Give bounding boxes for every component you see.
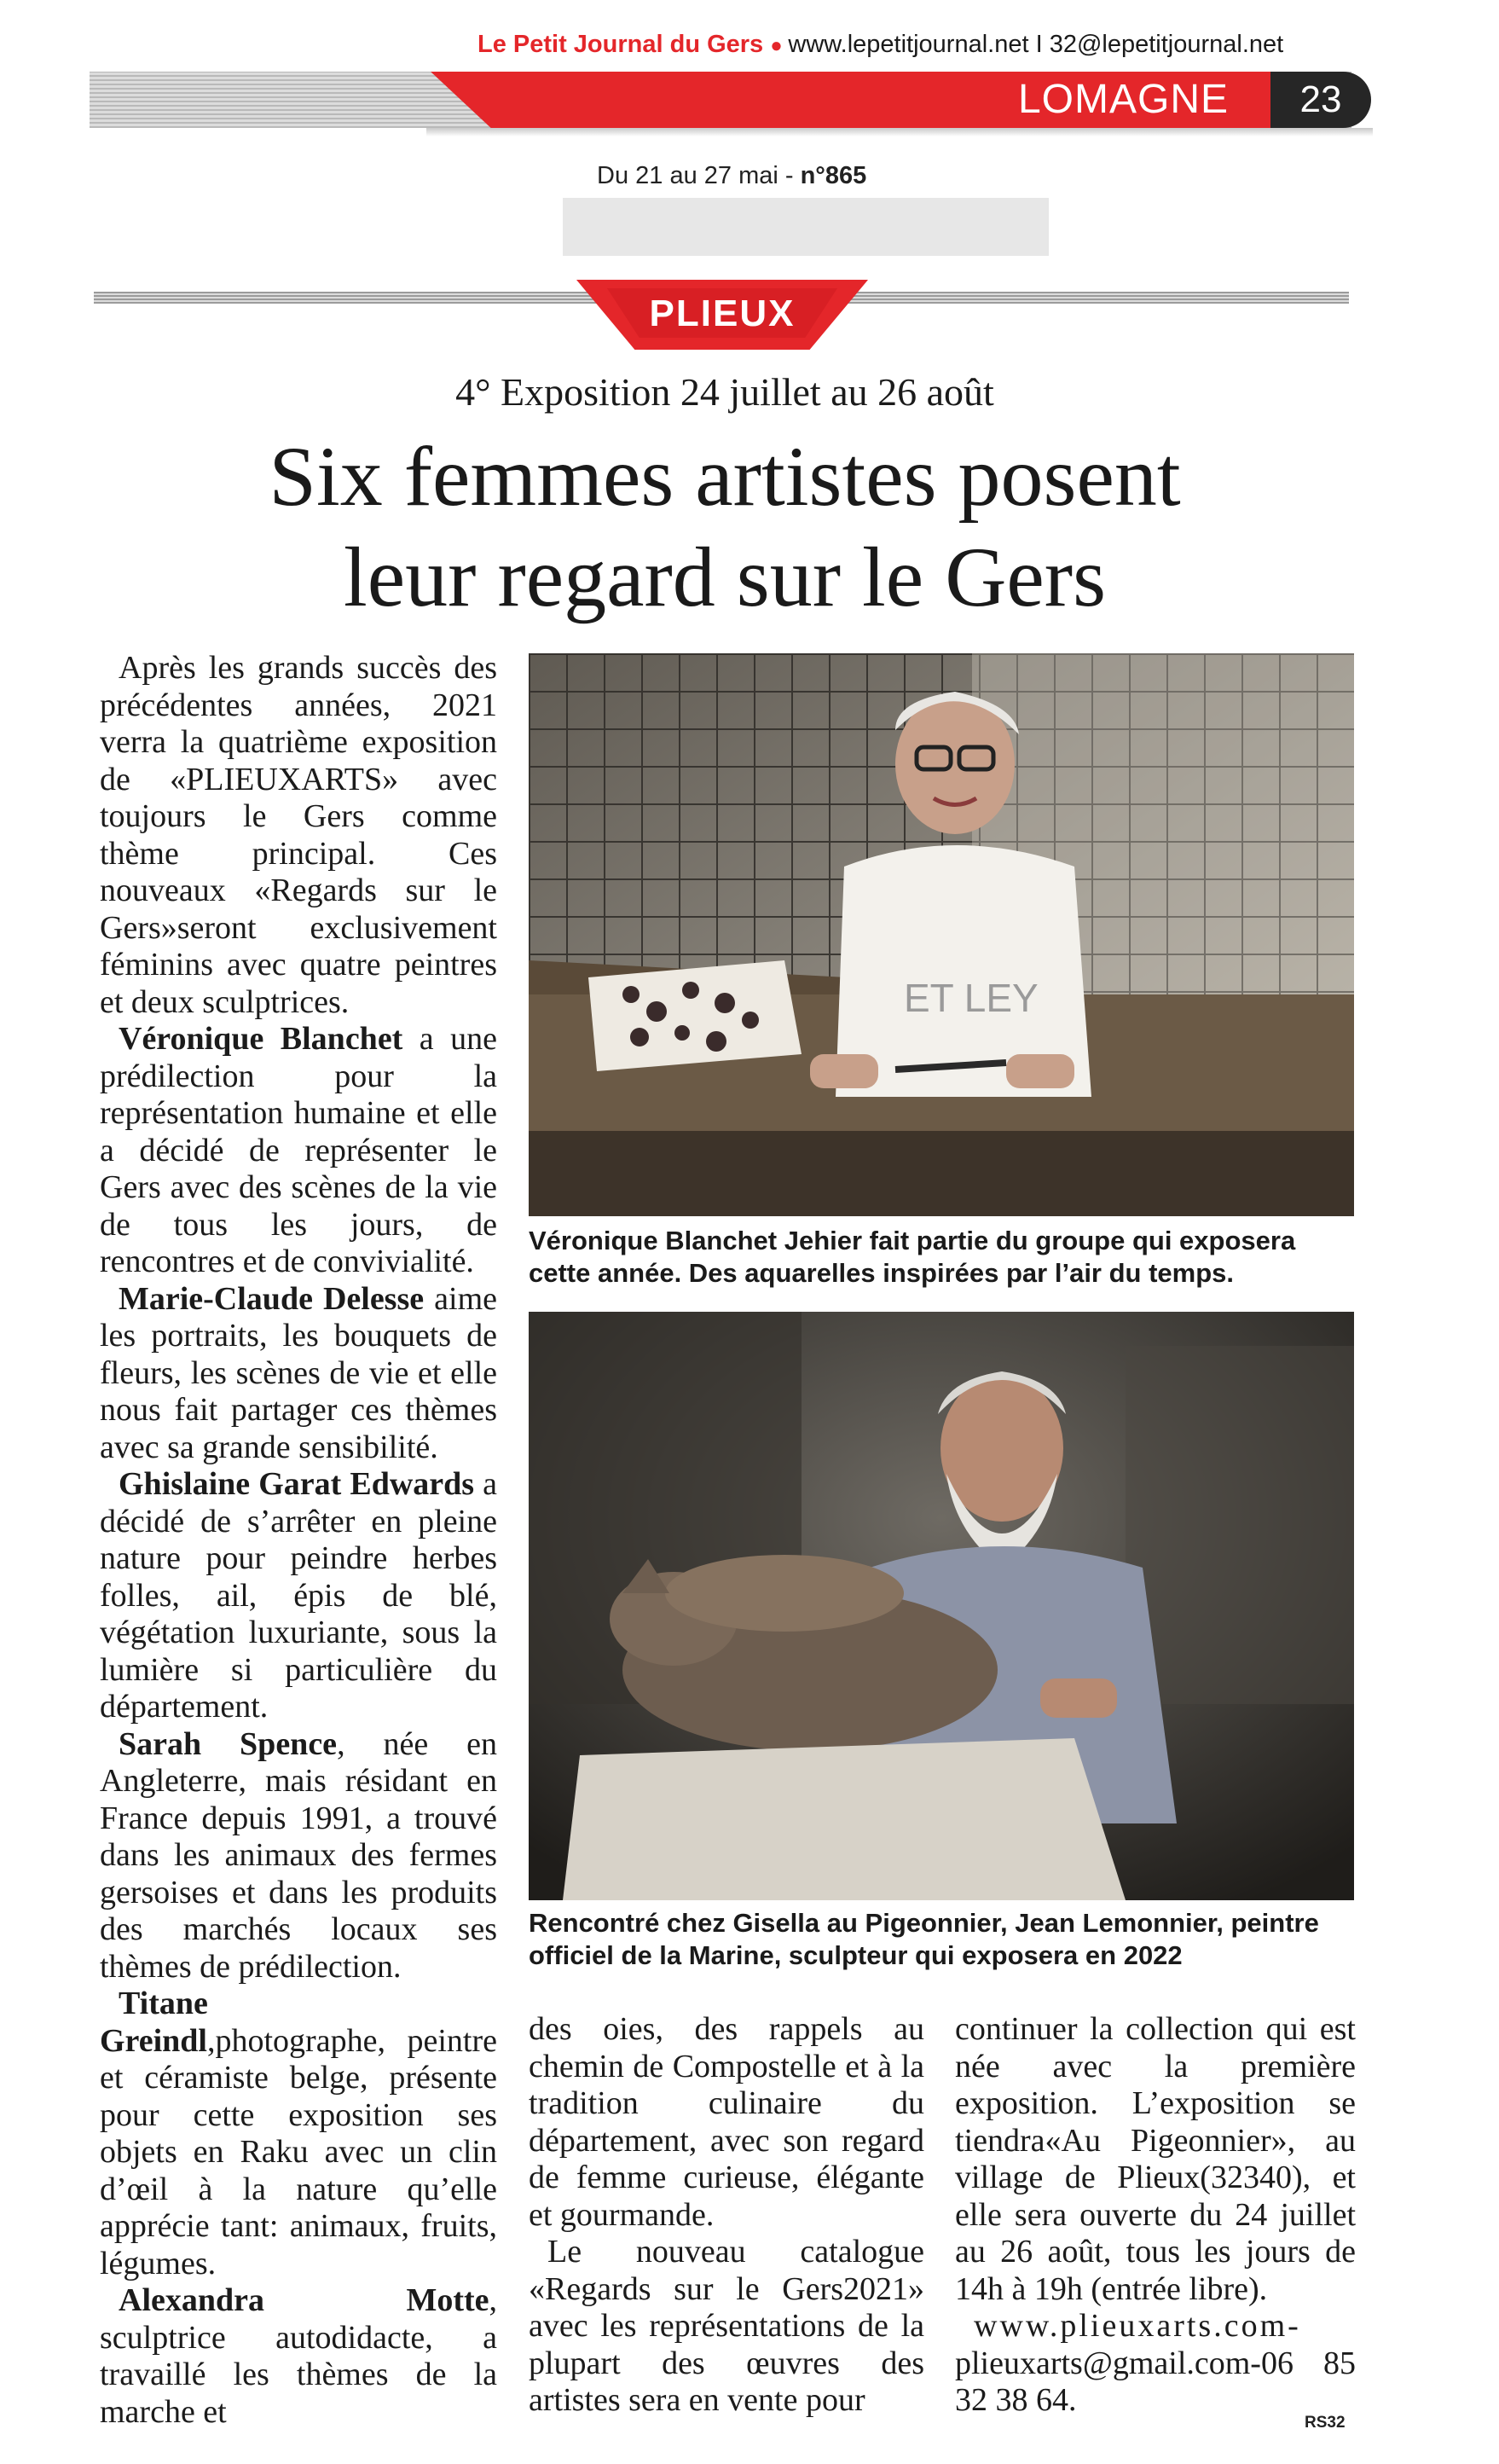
photo-1-caption: Véronique Blanchet Jehier fait partie du groupe qui exposera cette année. Des aquarelles inspirées par l’air du temps. xyxy=(529,1226,1296,1288)
rubric-label: PLIEUX xyxy=(649,293,796,334)
artist-paragraph xyxy=(100,1021,497,1281)
artist-text: , née en Angleterre, mais résidant en France depuis 1991, a trouvé dans les animaux des fermes gersoises et dans les produits des marchés locaux ses thèmes de prédilection. xyxy=(100,1725,497,1985)
intro-paragraph: Après les grands succès des précédentes années, 2021 verra la quatrième exposition de «PLIEUXARTS» avec toujours le Gers comme thème principal. Ces nouveaux «Regards sur le Gers»seront exclusivement féminins avec quatre peintres et deux sculptrices. xyxy=(100,650,497,1020)
header-band-shadow xyxy=(426,128,1373,136)
artist-name: Sarah Spence xyxy=(119,1725,338,1762)
bullet-icon: ● xyxy=(770,34,789,57)
photo-2-illustration xyxy=(529,1312,1354,1900)
artist-name: Titane Greindl xyxy=(100,1986,208,2059)
section-name: LOMAGNE xyxy=(1017,77,1230,122)
newspaper-contact: www.lepetitjournal.net I 32@lepetitjournal.net xyxy=(788,31,1284,58)
headline-line-2: leur regard sur le Gers xyxy=(343,530,1107,624)
continued-paragraph: des oies, des rappels au chemin de Compostelle et à la tradition culinaire du département, avec son regard de femme curieuse, élégante et gourmande. xyxy=(529,2011,924,2233)
edition-dates: Du 21 au 27 mai - xyxy=(597,162,801,189)
article-headline xyxy=(94,426,1356,631)
artist-paragraph xyxy=(100,1986,497,2282)
artist-paragraph xyxy=(100,1726,497,1986)
page-number: 23 xyxy=(1270,72,1371,128)
photo-2-caption: Rencontré chez Gisella au Pigeonnier, Jean Lemonnier, peintre officiel de la Marine, sculpteur qui exposera en 2022 xyxy=(529,1908,1319,1970)
article-column-right xyxy=(955,2011,1356,2421)
catalogue-paragraph: Le nouveau catalogue «Regards sur le Gers2021» avec les représentations de la plupart des œuvres des artistes sera en vente pour xyxy=(529,2234,924,2418)
artist-paragraph xyxy=(100,2282,497,2431)
article-column-left xyxy=(100,650,497,2432)
page-code: RS32 xyxy=(1305,2414,1346,2432)
email-contact[interactable]: plieuxarts@gmail.com-06 85 32 38 64. xyxy=(955,2345,1356,2418)
edition-number: n°865 xyxy=(800,162,867,189)
article-column-middle xyxy=(529,2011,924,2421)
article-kicker: 4° Exposition 24 juillet au 26 août xyxy=(455,370,994,414)
artist-name: Marie-Claude Delesse xyxy=(119,1280,425,1317)
artist-text: ,photographe, peintre et céramiste belge, présente pour cette exposition ses objets en Raku avec un clin d’œil à la nature qu’elle apprécie tant: animaux, fruits, légumes. xyxy=(100,2022,497,2281)
artist-name: Alexandra Motte xyxy=(119,2282,489,2318)
photo-jean-lemonnier xyxy=(529,1312,1354,1900)
artist-name: Véronique Blanchet xyxy=(119,1021,403,1057)
photo-veronique-blanchet xyxy=(529,653,1354,1216)
artist-paragraph xyxy=(100,1281,497,1467)
photo-1-illustration xyxy=(529,653,1354,1216)
artist-text: a une prédilection pour la représentation humaine et elle a décidé de représenter le Gers avec des scènes de la vie de tous les jours, de rencontres et de convivialité. xyxy=(100,1021,498,1279)
masthead xyxy=(477,31,1364,65)
artist-text: aime les portraits, les bouquets de fleurs, les scènes de vie et elle nous fait partager ces thèmes avec sa grande sensibilité. xyxy=(100,1280,497,1465)
artist-text: a décidé de s’arrêter en pleine nature pour peindre herbes folles, ail, épis de blé, végétation luxuriante, sous la lumière si particulière du département. xyxy=(100,1466,497,1725)
artist-paragraph xyxy=(100,1466,497,1726)
grey-stamp-box xyxy=(563,198,1049,256)
newspaper-name: Le Petit Journal du Gers xyxy=(477,31,764,58)
shirt-print: ET LEY xyxy=(904,976,1039,1020)
website-link[interactable]: www.plieuxarts.com- xyxy=(974,2308,1301,2344)
exhibition-paragraph: continuer la collection qui est née avec la première exposition. L’exposition se tiendra«Au Pigeonnier», au village de Plieux(32340), et elle sera ouverte du 24 juillet au 26 août, tous les jours de 14h à 19h (entrée libre). xyxy=(955,2011,1356,2307)
artist-name: Ghislaine Garat Edwards xyxy=(119,1466,475,1502)
artist-text: , sculptrice autodidacte, a travaillé les thèmes de la marche et xyxy=(100,2282,497,2430)
headline-line-1: Six femmes artistes posent xyxy=(269,429,1181,524)
edition-info xyxy=(597,162,1074,196)
